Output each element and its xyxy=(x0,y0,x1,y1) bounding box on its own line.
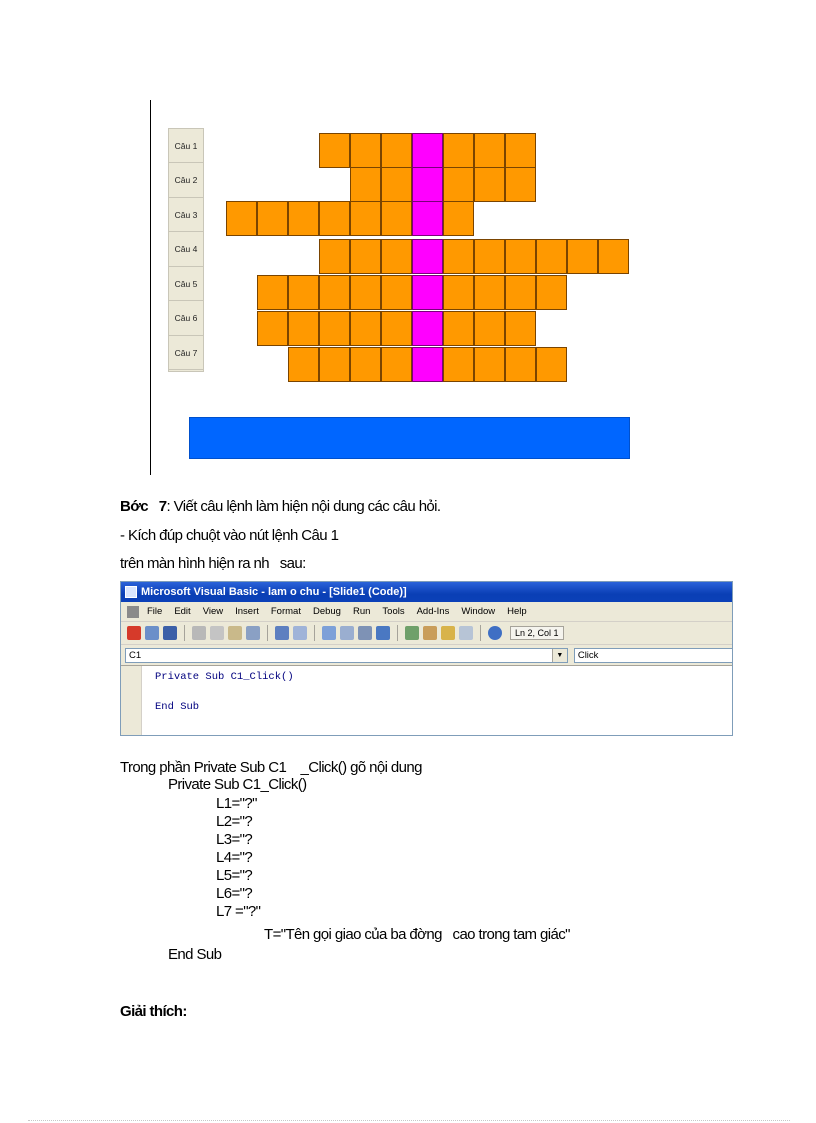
vb-title-bar xyxy=(121,582,732,602)
menu-debug[interactable]: Debug xyxy=(312,606,341,617)
explanation-heading: Giải thích: xyxy=(120,1003,187,1020)
crossword-cell xyxy=(474,239,505,274)
crossword-cell xyxy=(381,201,412,236)
code-margin xyxy=(121,666,142,736)
crossword-cell xyxy=(381,347,412,382)
menu-add-ins[interactable]: Add-Ins xyxy=(416,606,450,617)
crossword-cell xyxy=(443,133,474,168)
procedure-combo[interactable] xyxy=(574,648,732,663)
crossword-cell xyxy=(350,239,381,274)
listing-line-t: T="Tên gọi giao của ba đờng cao trong tam giác" xyxy=(264,926,570,943)
save-icon[interactable] xyxy=(163,626,177,640)
crossword-cell xyxy=(381,311,412,346)
listing-line-l6: L6="? xyxy=(216,885,253,902)
crossword-cell xyxy=(505,311,536,346)
crossword-cell xyxy=(474,133,505,168)
crossword-cell xyxy=(474,311,505,346)
crossword-cell xyxy=(443,239,474,274)
menu-tools[interactable]: Tools xyxy=(382,606,405,617)
vb-menu-icon xyxy=(127,606,139,618)
toolbox-icon[interactable] xyxy=(459,626,473,640)
crossword-cell xyxy=(319,347,350,382)
crossword-cell xyxy=(381,133,412,168)
crossword-cell xyxy=(257,201,288,236)
toolbar-separator xyxy=(314,625,315,641)
chevron-down-icon[interactable]: ▼ xyxy=(552,649,567,662)
crossword-cell xyxy=(288,347,319,382)
crossword-cell xyxy=(505,133,536,168)
instruction-line-2: trên màn hình hiện ra nh sau: xyxy=(120,555,306,572)
answer-bar xyxy=(189,417,630,459)
listing-line-l2: L2="? xyxy=(216,813,253,830)
vb-toolbar xyxy=(121,622,732,645)
question-button-7[interactable]: Câu 7 xyxy=(169,336,203,370)
cursor-position: Ln 2, Col 1 xyxy=(510,626,564,640)
help-icon[interactable] xyxy=(488,626,502,640)
crossword-key-cell xyxy=(412,201,443,236)
crossword-cell xyxy=(474,167,505,202)
object-combo[interactable] xyxy=(125,648,568,663)
crossword-cell xyxy=(319,311,350,346)
vb-combo-bar xyxy=(121,645,732,666)
question-button-1[interactable]: Câu 1 xyxy=(169,129,203,163)
question-button-5[interactable]: Câu 5 xyxy=(169,267,203,301)
step-text: : Viết câu lệnh làm hiện nội dung các câu hỏi. xyxy=(166,498,441,515)
crossword-cell xyxy=(350,167,381,202)
question-button-4[interactable]: Câu 4 xyxy=(169,233,203,267)
crossword-cell xyxy=(350,311,381,346)
find-icon[interactable] xyxy=(246,626,260,640)
crossword-cell xyxy=(350,133,381,168)
crossword-cell xyxy=(381,167,412,202)
crossword-key-cell xyxy=(412,133,443,168)
listing-line-l4: L4="? xyxy=(216,849,253,866)
question-button-6[interactable]: Câu 6 xyxy=(169,302,203,336)
step-heading: Bớc 7 xyxy=(120,498,167,515)
menu-insert[interactable]: Insert xyxy=(235,606,259,617)
crossword-cell xyxy=(257,275,288,310)
crossword-cell xyxy=(288,275,319,310)
crossword-cell xyxy=(381,275,412,310)
crossword-cell xyxy=(350,347,381,382)
copy-icon[interactable] xyxy=(210,626,224,640)
footer-dotted-line xyxy=(28,1120,790,1121)
menu-help[interactable]: Help xyxy=(507,606,527,617)
crossword-cell xyxy=(443,167,474,202)
crossword-cell xyxy=(567,239,598,274)
intro-line: Trong phần Private Sub C1 _Click() gõ nội dung xyxy=(120,759,422,776)
object-combo-value: C1 xyxy=(129,649,142,661)
vb-menu-bar xyxy=(121,602,732,622)
sub-open-line: Private Sub C1_Click() xyxy=(168,776,307,793)
instruction-line-1: - Kích đúp chuột vào nút lệnh Câu 1 xyxy=(120,527,339,544)
crossword-cell xyxy=(505,239,536,274)
menu-run[interactable]: Run xyxy=(352,606,371,617)
menu-format[interactable]: Format xyxy=(270,606,301,617)
question-button-2[interactable]: Câu 2 xyxy=(169,164,203,198)
crossword-cell xyxy=(505,275,536,310)
crossword-cell xyxy=(443,311,474,346)
crossword-cell xyxy=(257,311,288,346)
toolbar-separator xyxy=(184,625,185,641)
crossword-cell xyxy=(474,275,505,310)
crossword-cell xyxy=(443,275,474,310)
crossword-cell xyxy=(226,201,257,236)
cut-icon[interactable] xyxy=(192,626,206,640)
crossword-key-cell xyxy=(412,311,443,346)
design-mode-icon[interactable] xyxy=(376,626,390,640)
toolbar-separator xyxy=(267,625,268,641)
crossword-cell xyxy=(288,201,319,236)
redo-icon[interactable] xyxy=(293,626,307,640)
crossword-cell xyxy=(474,347,505,382)
object-browser-icon[interactable] xyxy=(441,626,455,640)
code-pane[interactable] xyxy=(121,666,732,736)
crossword-cell xyxy=(443,201,474,236)
insert-module-icon[interactable] xyxy=(145,626,159,640)
crossword-cell xyxy=(536,347,567,382)
crossword-cell xyxy=(505,167,536,202)
code-line-1: Private Sub C1_Click() xyxy=(155,671,294,683)
procedure-combo-value: Click xyxy=(577,649,599,661)
menu-file[interactable]: File xyxy=(147,606,163,617)
question-button-3[interactable]: Câu 3 xyxy=(169,198,203,232)
run-icon[interactable] xyxy=(322,626,336,640)
vb-editor-window xyxy=(120,581,733,736)
step-line xyxy=(120,498,440,515)
crossword-cell xyxy=(350,275,381,310)
listing-line-l1: L1="?" xyxy=(216,795,257,812)
view-powerpoint-icon[interactable] xyxy=(127,626,141,640)
crossword-key-cell xyxy=(412,167,443,202)
break-icon[interactable] xyxy=(340,626,354,640)
paste-icon[interactable] xyxy=(228,626,242,640)
crossword-cell xyxy=(319,275,350,310)
listing-line-l7: L7 ="?" xyxy=(216,903,261,920)
crossword-key-cell xyxy=(412,275,443,310)
properties-icon[interactable] xyxy=(423,626,437,640)
vb-app-icon xyxy=(125,586,137,598)
menu-edit[interactable]: Edit xyxy=(174,606,191,617)
crossword-key-cell xyxy=(412,347,443,382)
crossword-cell xyxy=(319,133,350,168)
undo-icon[interactable] xyxy=(275,626,289,640)
crossword-cell xyxy=(505,347,536,382)
crossword-cell xyxy=(319,201,350,236)
crossword-cell xyxy=(536,239,567,274)
crossword-cell xyxy=(350,201,381,236)
project-explorer-icon[interactable] xyxy=(405,626,419,640)
crossword-cell xyxy=(536,275,567,310)
listing-line-l3: L3="? xyxy=(216,831,253,848)
crossword-cell xyxy=(288,311,319,346)
reset-icon[interactable] xyxy=(358,626,372,640)
listing-line-l5: L5="? xyxy=(216,867,253,884)
menu-window[interactable]: Window xyxy=(461,606,496,617)
vb-title-text: Microsoft Visual Basic - lam o chu - [Slide1 (Code)] xyxy=(141,586,407,598)
sub-close-line: End Sub xyxy=(168,946,222,963)
crossword-key-cell xyxy=(412,239,443,274)
question-button-column xyxy=(168,128,204,372)
toolbar-separator xyxy=(480,625,481,641)
code-line-2: End Sub xyxy=(155,701,200,713)
toolbar-separator xyxy=(397,625,398,641)
crossword-cell xyxy=(598,239,629,274)
crossword-cell xyxy=(381,239,412,274)
crossword-cell xyxy=(443,347,474,382)
menu-view[interactable]: View xyxy=(202,606,224,617)
crossword-cell xyxy=(319,239,350,274)
figure-divider-line xyxy=(150,100,151,475)
